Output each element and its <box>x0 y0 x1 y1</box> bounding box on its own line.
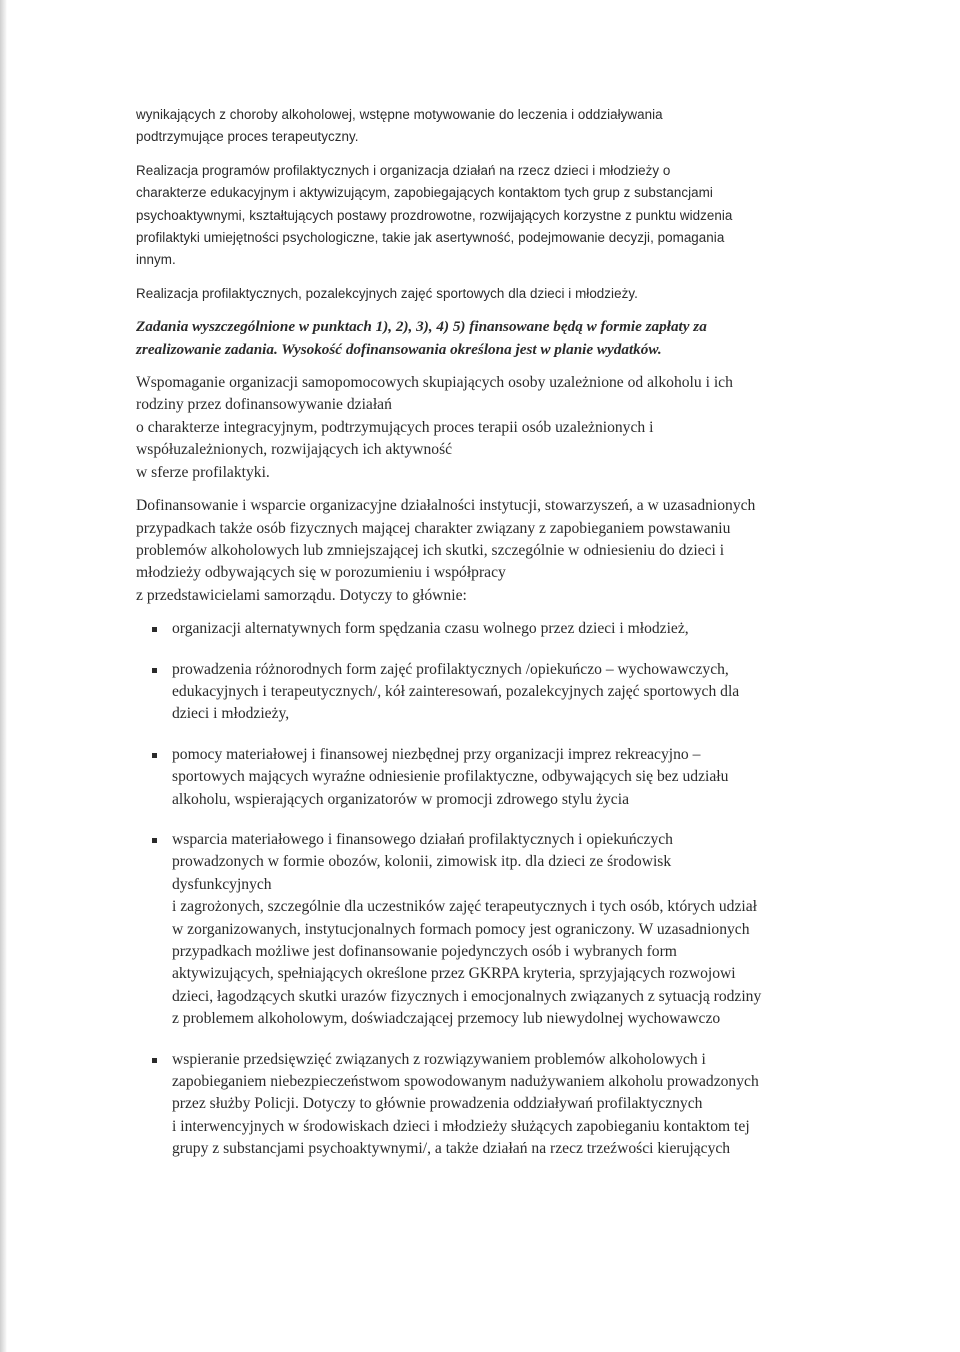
bullet-square-icon <box>152 838 157 843</box>
paragraph <box>136 495 876 607</box>
text-line: dysfunkcyjnych <box>172 875 272 893</box>
list-item <box>136 829 876 1031</box>
text-line: innym. <box>136 252 176 268</box>
text-line: aktywizujących, spełniających określone przez GKRPA kryteria, sprzyjających rozwojowi <box>172 965 736 983</box>
bullet-square-icon <box>152 627 157 632</box>
text-line: pomocy materiałowej i finansowej niezbędnej przy organizacji imprez rekreacyjno – <box>172 745 701 763</box>
text-line: organizacji alternatywnych form spędzania czasu wolnego przez dzieci i młodzież, <box>172 620 689 638</box>
text-line: przez służby Policji. Dotyczy to głównie prowadzenia oddziaływań profilaktycznych <box>172 1095 703 1113</box>
paragraph <box>136 160 876 272</box>
text-line: prowadzonych w formie obozów, kolonii, zimowisk itp. dla dzieci ze środowisk <box>172 853 672 871</box>
text-line: Dofinansowanie i wsparcie organizacyjne działalności instytucji, stowarzyszeń, a w uzasadnionych <box>136 497 756 515</box>
text-line: Realizacja programów profilaktycznych i organizacja działań na rzecz dzieci i młodzieży o <box>136 162 671 178</box>
text-line: charakterze edukacyjnym i aktywizującym, zapobiegających kontaktom tych grup z substancjami <box>136 185 713 201</box>
text-line: młodzieży odbywających się w porozumieniu i współpracy <box>136 564 506 582</box>
text-line: przypadkach możliwe jest dofinansowanie pojedynczych osób i wybranych form <box>172 943 677 960</box>
text-line: grupy z substancjami psychoaktywnymi/, a także działań na rzecz trzeźwości kierujących <box>172 1140 731 1158</box>
text-line: wspieranie przedsięwzięć związanych z rozwiązywaniem problemów alkoholowych i <box>172 1050 706 1068</box>
text-line: wynikających z choroby alkoholowej, wstępne motywowanie do leczenia i oddziaływania <box>136 107 663 122</box>
text-line: edukacyjnych i terapeutycznych/, kół zainteresowań, pozalekcyjnych zajęć sportowych dla <box>172 682 740 700</box>
paragraph <box>136 283 876 305</box>
text-line: Wspomaganie organizacji samopomocowych skupiających osoby uzależnione od alkoholu i ich <box>136 374 733 392</box>
text-line: i interwencyjnych w środowiskach dzieci i młodzieży służących zapobieganiu kontaktom tej <box>172 1117 750 1135</box>
text-line: alkoholu, wspierających organizatorów w promocji zdrowego stylu życia <box>172 790 629 808</box>
text-line: podtrzymujące proces terapeutyczny. <box>136 129 359 145</box>
paragraphs <box>136 104 876 607</box>
text-line: dzieci, łagodzących skutki urazów fizycznych i emocjonalnych związanych z sytuacją rodziny <box>172 987 762 1005</box>
text-line: w sferze profilaktyki. <box>136 463 270 481</box>
text-line: Zadania wyszczególnione w punktach 1), 2), 3), 4) 5) finansowane będą w formie zapłaty za <box>136 318 707 336</box>
scan-edge <box>0 0 7 1352</box>
text-line: profilaktyki umiejętności psychologiczne, takie jak asertywność, podejmowanie decyzji, pomagania <box>136 230 725 246</box>
text-line: o charakterze integracyjnym, podtrzymujących proces terapii osób uzależnionych i <box>136 418 654 436</box>
text-line: zapobieganiem niebezpieczeństwom spowodowanym nadużywaniem alkoholu prowadzonych <box>172 1073 759 1091</box>
bullet-list <box>136 618 876 1161</box>
text-line: i zagrożonych, szczególnie dla uczestników zajęć terapeutycznych i tych osób, których udział <box>172 898 757 916</box>
text-line: prowadzenia różnorodnych form zajęć profilaktycznych /opiekuńczo – wychowawczych, <box>172 660 729 678</box>
bullet-square-icon <box>152 1058 157 1063</box>
text-line: z przedstawicielami samorządu. Dotyczy to głównie: <box>136 586 467 604</box>
list-item <box>136 659 876 726</box>
text-line: rodziny przez dofinansowywanie działań <box>136 396 392 414</box>
text-line: z problemem alkoholowym, doświadczającej przemocy lub niewydolnej wychowawczo <box>172 1010 721 1028</box>
text-line: psychoaktywnymi, kształtujących postawy prozdrowotne, rozwijających korzystne z punktu widzenia <box>136 207 733 223</box>
list-item <box>136 618 876 640</box>
text-line: w zorganizowanych, instytucjonalnych formach pomocy jest ograniczony. W uzasadnionych <box>172 920 750 938</box>
text-line: wsparcia materiałowego i finansowego działań profilaktycznych i opiekuńczych <box>172 830 673 848</box>
list-item <box>136 744 876 811</box>
bullet-square-icon <box>152 668 157 673</box>
paragraph <box>136 372 876 484</box>
paragraph <box>136 316 876 361</box>
text-line: przypadkach także osób fizycznych mającej charakter związany z zapobieganiem powstawaniu <box>136 519 731 537</box>
text-line: Realizacja profilaktycznych, pozalekcyjnych zajęć sportowych dla dzieci i młodzieży. <box>136 285 638 301</box>
text-line: problemów alkoholowych lub zmniejszającej ich skutki, szczególnie w odniesieniu do dzieci i <box>136 541 725 559</box>
list-item <box>136 1049 876 1161</box>
text-line: zrealizowanie zadania. Wysokość dofinansowania określona jest w planie wydatków. <box>136 340 662 358</box>
paragraph <box>136 104 876 149</box>
text-line: sportowych mających wyraźne odniesienie profilaktyczne, odbywających się bez udziału <box>172 768 729 786</box>
document-page <box>136 104 876 1179</box>
text-line: dzieci i młodzieży, <box>172 705 290 723</box>
text-line: współuzależnionych, rozwijających ich aktywność <box>136 441 453 459</box>
bullet-square-icon <box>152 753 157 758</box>
